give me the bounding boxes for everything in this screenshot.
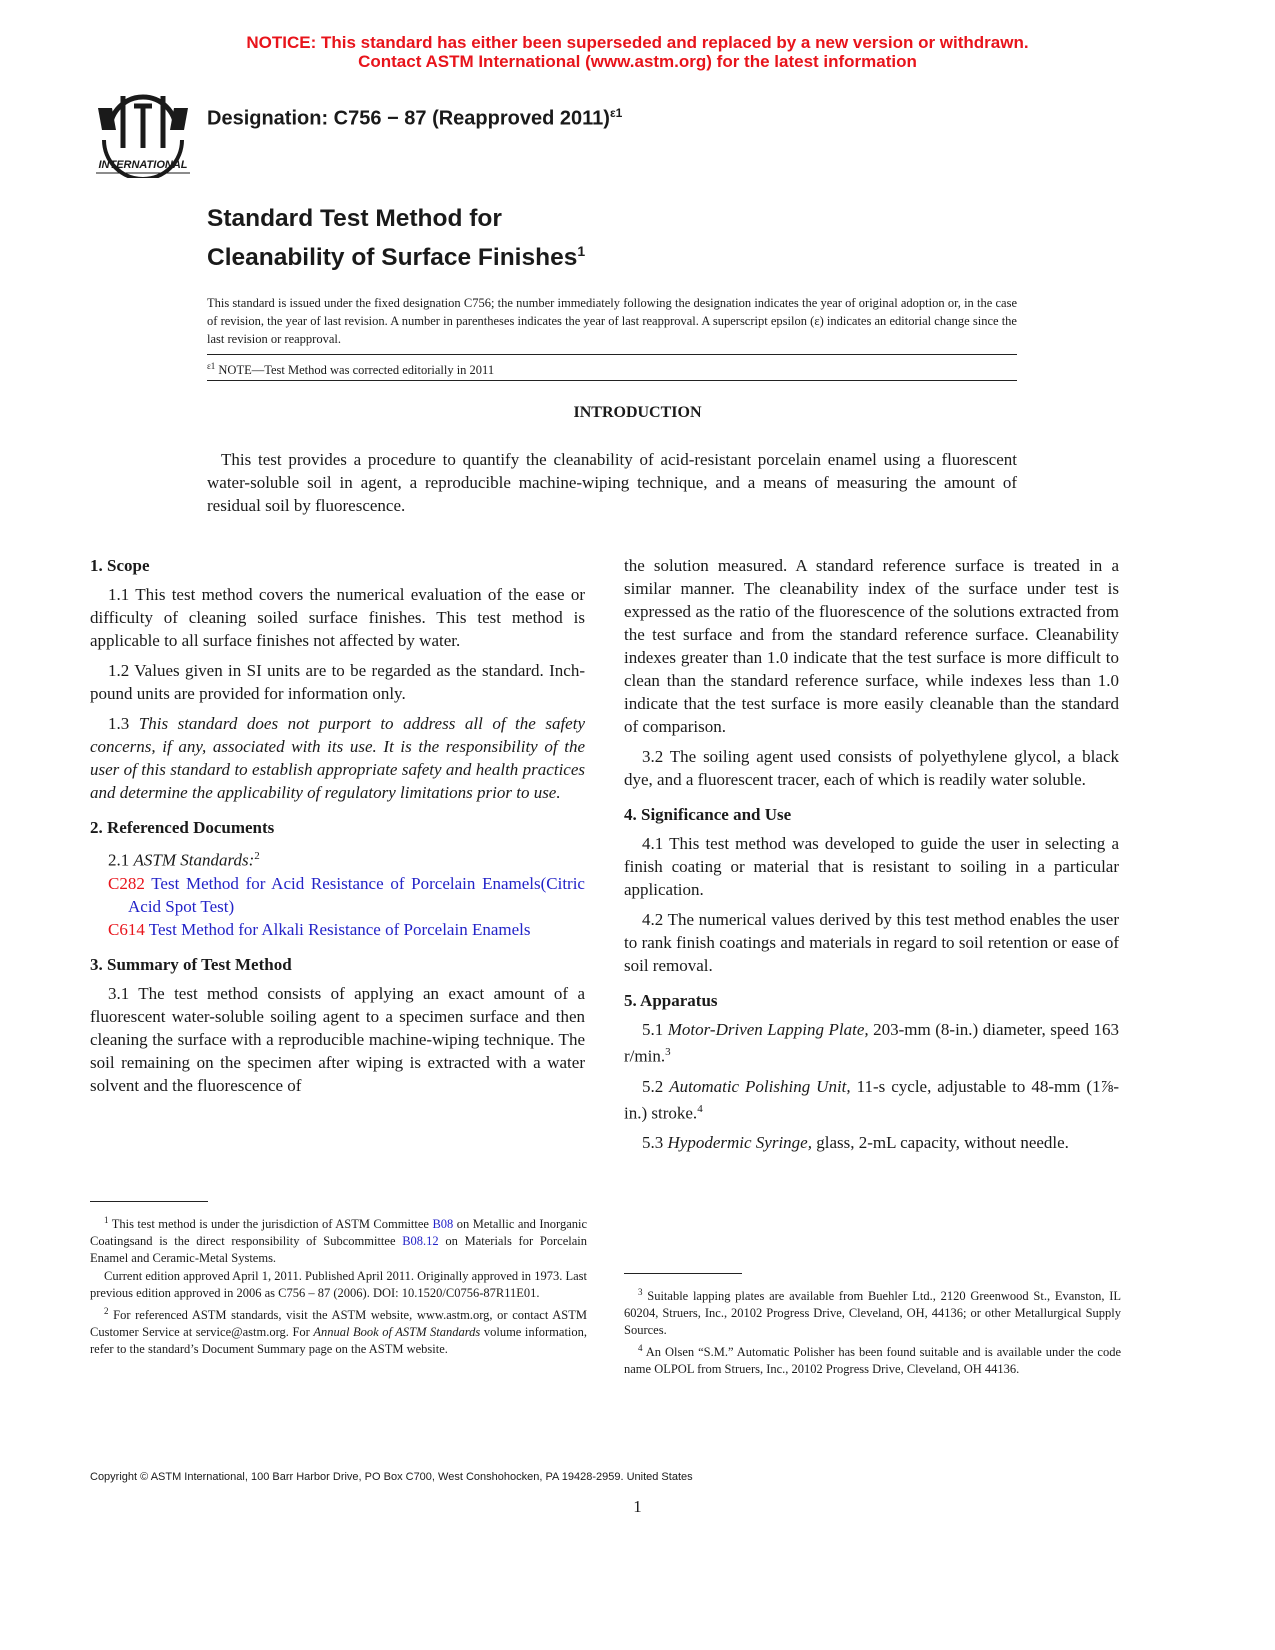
divider-bottom xyxy=(207,380,1017,381)
footnote-2-marker: 2 xyxy=(104,1306,109,1317)
paragraph-5-3 xyxy=(624,1131,1119,1154)
title-line-1: Standard Test Method for xyxy=(207,205,502,232)
left-column xyxy=(90,554,585,1104)
paragraph-4-2: 4.2 The numerical values derived by this test method enables the user to rank finish coatings and materials in regard to soil retention or ease of soil removal. xyxy=(624,910,1119,975)
notice-line-2: Contact ASTM International (www.astm.org) for the latest information xyxy=(358,52,917,71)
designation-label: Designation: C756 − 87 (Reapproved 2011) xyxy=(207,107,610,130)
paragraph-5-2-term: Automatic Polishing Unit, xyxy=(669,1076,851,1096)
paragraph-5-1-term: Motor-Driven Lapping Plate, xyxy=(667,1020,869,1039)
section-heading-summary: 3. Summary of Test Method xyxy=(90,954,292,974)
footnote-1 xyxy=(90,1212,587,1267)
epsilon-note xyxy=(207,361,494,378)
footnotes-right xyxy=(624,1284,1121,1379)
copyright-notice: Copyright © ASTM International, 100 Barr Harbor Drive, PO Box C700, West Conshohocken, PA 19428-2959. United States xyxy=(90,1471,693,1483)
epsilon-note-text: NOTE—Test Method was corrected editorially in 2011 xyxy=(218,363,495,378)
paragraph-5-2-text: 11-s cycle, adjustable to 48-mm (1⅞-in.) stroke. xyxy=(624,1076,1119,1123)
right-column xyxy=(624,554,1119,1161)
footnote-rule-left xyxy=(90,1201,208,1202)
paragraph-5-2-footnote-ref: 4 xyxy=(697,1102,703,1115)
paragraph-1-3-text: This standard does not purport to address all of the safety concerns, if any, associated with its use. It is the responsibility of the user of this standard to establish appropriate safety and health practices and determine the applicability of regulatory limitations prior to use. xyxy=(90,714,585,802)
title-footnote-ref: 1 xyxy=(577,243,586,259)
paragraph-5-3-term: Hypodermic Syringe, xyxy=(667,1133,812,1153)
paragraph-2-1 xyxy=(90,845,585,872)
paragraph-1-1: 1.1 This test method covers the numerical evaluation of the ease or difficulty of cleaning soiled surface finishes. This test method is applicable to all surface finishes not affected by water. xyxy=(90,585,585,650)
subcommittee-link[interactable]: B08.12 xyxy=(402,1234,439,1249)
footnote-2-text: For referenced ASTM standards, visit the ASTM website, www.astm.org, or contact ASTM Customer Service at service@astm.org. For xyxy=(90,1308,587,1340)
title-line-2: Cleanability of Surface Finishes xyxy=(207,244,578,272)
footnote-2-text-end: volume information, refer to the standard’s Document Summary page on the ASTM website. xyxy=(90,1325,588,1357)
paragraph-5-1-text: 203-mm (8-in.) diameter, speed 163 r/min. xyxy=(624,1020,1119,1066)
designation xyxy=(207,106,622,131)
reference-c614[interactable] xyxy=(90,918,585,941)
paragraph-3-2: 3.2 The soiling agent used consists of polyethylene glycol, a black dye, and a fluorescent tracer, each of which is readily water soluble. xyxy=(624,747,1119,789)
astm-logo xyxy=(90,78,196,178)
footnote-1-edition: Current edition approved April 1, 2011. Published April 2011. Originally approved in 1973. Last previous edition approved in 2006 as C756 – 87 (2006). DOI: 10.1520/C0756-87R11E01. xyxy=(90,1269,587,1301)
introduction-body: This test provides a procedure to quantify the cleanability of acid-resistant porcelain enamel using a fluorescent water-soluble soil in agent, a reproducible machine-wiping technique, and a means of measuring the amount of residual soil by fluorescence. xyxy=(207,450,1017,515)
divider-top xyxy=(207,354,1017,355)
paragraph-1-3 xyxy=(90,712,585,804)
footnote-3-marker: 3 xyxy=(638,1287,643,1297)
footnote-2 xyxy=(90,1303,587,1358)
introduction-text xyxy=(207,448,1017,517)
logo-text: INTERNATIONAL xyxy=(98,159,188,171)
paragraph-2-1-footnote-ref: 2 xyxy=(254,850,260,862)
section-heading-significance: 4. Significance and Use xyxy=(624,805,792,824)
page-number: 1 xyxy=(633,1497,642,1516)
footnote-1-marker: 1 xyxy=(104,1215,109,1225)
paragraph-3-1: 3.1 The test method consists of applying an exact amount of a fluorescent water-soluble soiling agent to a specimen surface and then cleaning the surface with a reproducible machine-wiping technique. The soil remaining on the specimen after wiping is extracted with a water solvent and the fluorescence of xyxy=(90,983,585,1095)
reference-c282[interactable] xyxy=(90,872,585,918)
document-title xyxy=(207,203,585,274)
paragraph-4-1: 4.1 This test method was developed to guide the user in selecting a finish coating or material that is resistant to soiling in a particular application. xyxy=(624,834,1119,899)
paragraph-5-1-number: 5.1 xyxy=(642,1020,664,1039)
reference-title[interactable]: Test Method for Acid Resistance of Porcelain Enamels(Citric Acid Spot Test) xyxy=(128,873,585,916)
designation-epsilon: ε1 xyxy=(609,106,623,120)
footnote-1-text: This test method is under the jurisdiction of ASTM Committee xyxy=(111,1217,429,1232)
standard-note: This standard is issued under the fixed designation C756; the number immediately following the designation indicates the year of original adoption or, in the case of revision, the year of last revision. A number in parentheses indicates the year of last reapproval. A superscript epsilon (ε) indicates an editorial change since the last revision or reapproval. xyxy=(207,296,1017,346)
paragraph-5-2-number: 5.2 xyxy=(642,1076,664,1096)
section-heading-referenced: 2. Referenced Documents xyxy=(90,818,275,837)
footnote-4-marker: 4 xyxy=(638,1343,643,1354)
paragraph-3-1-continued: the solution measured. A standard reference surface is treated in a similar manner. The cleanability index of the surface under test is expressed as the ratio of the fluorescence of the solutions extracted from the test surface and from the standard reference surface. Cleanability indexes greater than 1.0 indicate that the test surface is more difficult to clean than the standard reference surface, while indexes less than 1.0 indicate that the test surface is more easily cleanable than the standard of comparison. xyxy=(624,556,1119,736)
paragraph-1-3-number: 1.3 xyxy=(108,714,130,733)
footnote-1-text-end: on Materials for Porcelain Enamel and Ceramic-Metal Systems. xyxy=(90,1234,588,1266)
paragraph-5-2 xyxy=(624,1075,1119,1125)
paragraph-5-1-footnote-ref: 3 xyxy=(665,1046,671,1058)
paragraph-1-2: 1.2 Values given in SI units are to be regarded as the standard. Inch-pound units are provided for information only. xyxy=(90,661,585,703)
reference-title[interactable]: Test Method for Alkali Resistance of Porcelain Enamels xyxy=(148,919,531,939)
paragraph-5-3-text: glass, 2-mL capacity, without needle. xyxy=(816,1133,1069,1153)
withdrawal-notice xyxy=(0,33,1275,71)
section-heading-apparatus: 5. Apparatus xyxy=(624,991,718,1010)
paragraph-2-1-number: 2.1 xyxy=(108,850,130,870)
footnote-3 xyxy=(624,1284,1121,1339)
footnote-4 xyxy=(624,1340,1121,1378)
footnote-1-text-mid: on Metallic and Inorganic Coatingsand is the direct responsibility of Subcommittee xyxy=(90,1217,588,1249)
notice-line-1: NOTICE: This standard has either been superseded and replaced by a new version or withdrawn. xyxy=(246,33,1029,52)
introduction-heading: INTRODUCTION xyxy=(573,404,702,421)
committee-link[interactable]: B08 xyxy=(432,1217,454,1232)
footnote-3-text: Suitable lapping plates are available from Buehler Ltd., 2120 Greenwood St., Evanston, IL 60204, Struers, Inc., 20102 Progress Drive, Cleveland, OH, 44136; or other Metallurgical Supply Sources. xyxy=(624,1289,1122,1338)
footnote-rule-right xyxy=(624,1273,742,1274)
footnotes-left xyxy=(90,1212,587,1359)
footnote-2-italic: Annual Book of ASTM Standards xyxy=(313,1325,481,1340)
paragraph-5-3-number: 5.3 xyxy=(642,1133,664,1153)
paragraph-5-1 xyxy=(624,1018,1119,1068)
epsilon-note-sup: ε1 xyxy=(207,361,216,371)
reference-code[interactable]: C282 xyxy=(108,873,145,893)
footnote-4-text: An Olsen “S.M.” Automatic Polisher has been found suitable and is available under the code name OLPOL from Struers, Inc., 20102 Progress Drive, Cleveland, OH 44136. xyxy=(624,1345,1122,1377)
paragraph-2-1-text: ASTM Standards: xyxy=(133,850,255,870)
section-heading-scope: 1. Scope xyxy=(90,556,150,575)
reference-code[interactable]: C614 xyxy=(108,919,145,939)
